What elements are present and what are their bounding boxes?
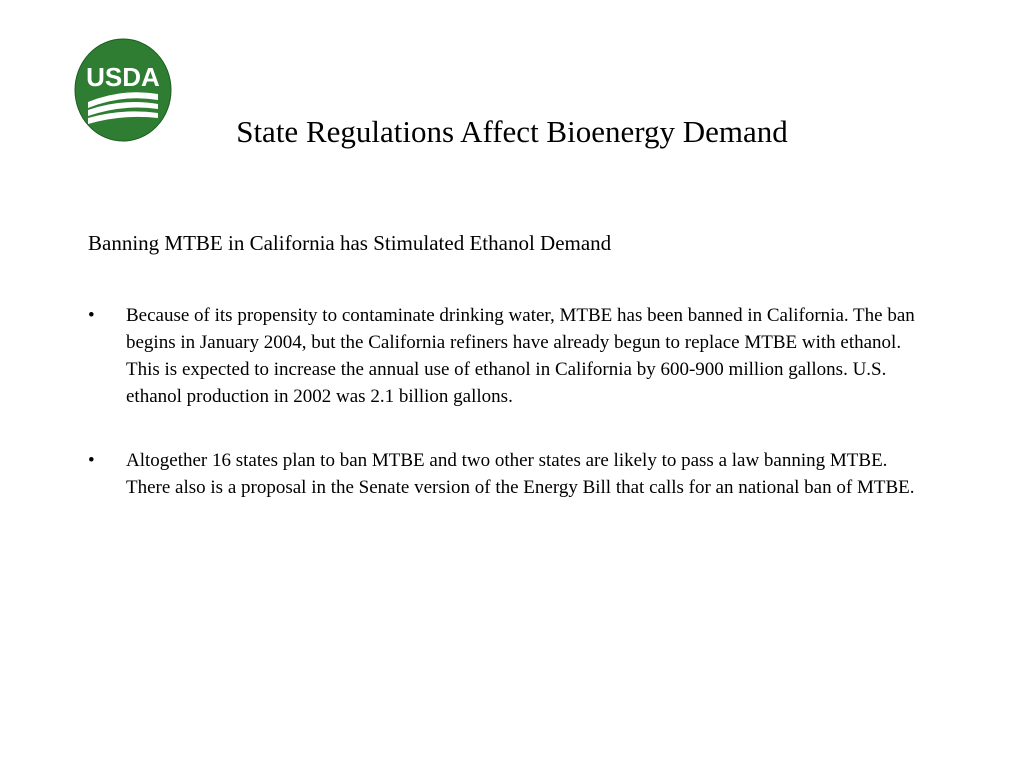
slide-title-text: State Regulations Affect Bioenergy Demand — [236, 114, 788, 149]
bullet-text: Because of its propensity to contaminate drinking water, MTBE has been banned in California. The ban begins in January 2004, but the California refiners have already begun to replace MTBE with ethanol. This is expected to increase the annual use of ethanol in California by 600-900 million gallons. U.S. ethanol production in 2002 was 2.1 billion gallons. — [126, 305, 915, 407]
bullet-list — [88, 302, 928, 538]
usda-logo-text: USDA — [86, 62, 160, 92]
slide-title — [0, 112, 1024, 152]
slide-subtitle: Banning MTBE in California has Stimulated Ethanol Demand — [88, 231, 612, 255]
bullet-marker: • — [88, 450, 95, 471]
bullet-text: Altogether 16 states plan to ban MTBE and two other states are likely to pass a law banning MTBE. There also is a proposal in the Senate version of the Energy Bill that calls for an national ban of MTBE. — [126, 450, 915, 498]
bullet-item — [88, 302, 928, 410]
bullet-item — [88, 447, 928, 501]
bullet-marker: • — [88, 305, 95, 326]
